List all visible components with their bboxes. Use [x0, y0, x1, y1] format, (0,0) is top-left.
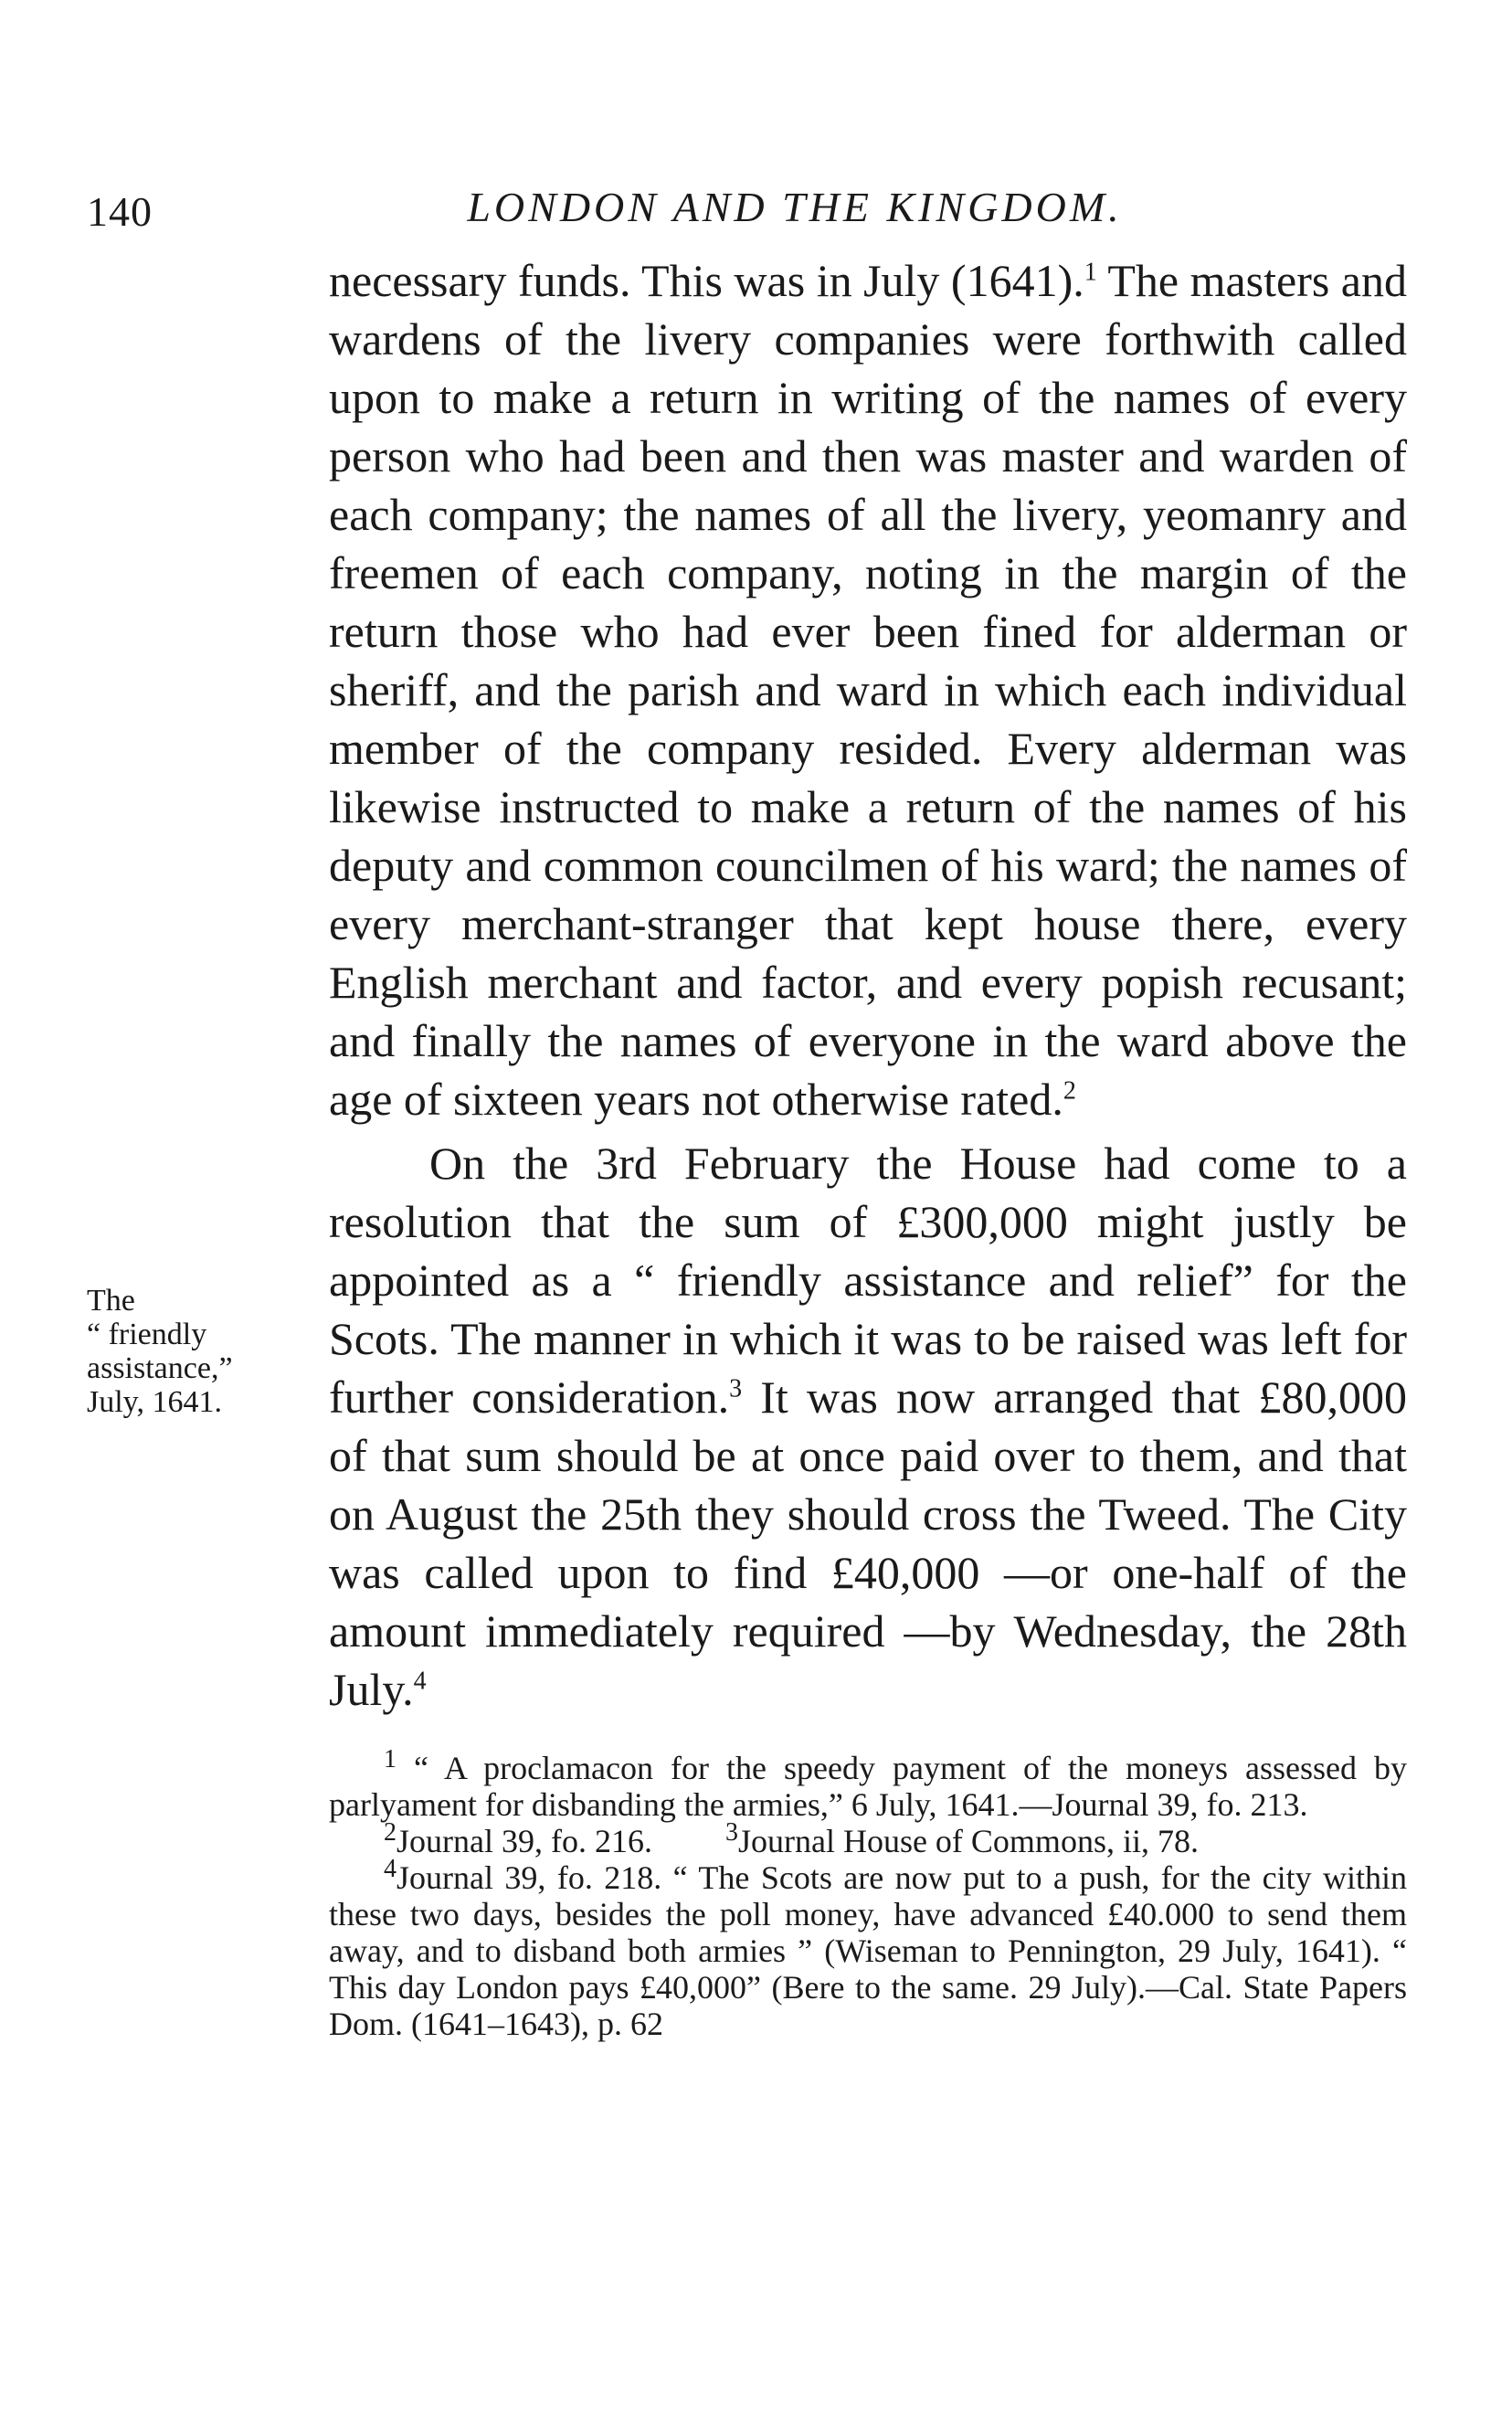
footnote-ref: 2 — [1063, 1076, 1076, 1106]
footnote-ref: 4 — [413, 1667, 427, 1696]
body-text — [329, 251, 1407, 1719]
footnote-text: Journal House of Commons, ii, 78. — [737, 1823, 1199, 1859]
margin-note-line: July, 1641. — [87, 1385, 222, 1419]
footnote-mark: 4 — [384, 1855, 397, 1883]
footnote — [384, 1818, 652, 1859]
footnote — [329, 1855, 1407, 2042]
footnote-mark: 1 — [384, 1745, 397, 1773]
footnote-ref: 3 — [729, 1374, 743, 1403]
paragraph-text: The masters and wardens of the livery companies were forthwith called upon to make a return in writing of the names of every person who had been and then was master and warden of each company; the names of all the livery, yeomanry and freemen of each company, noting in the margin of the return those who had ever been fined for alderman or sheriff, and the parish and ward in which each individual member of the company resided. Every alderman was likewise instructed to make a return of the names of his deputy and common councilmen of his ward; the names of every merchant-stranger that kept house there, every English merchant and factor, and every popish recusant; and finally the names of everyone in the ward above the age of sixteen years not otherwise rated. — [329, 255, 1407, 1125]
paragraph-text: It was now arranged that £80,000 of that sum should be at once paid over to them, and that on August the 25th they should cross the Tweed. The City was called upon to find £40,000 —or one-half of the amount immediately required —by Wednesday, the 28th July. — [329, 1371, 1407, 1715]
page-number: 140 — [87, 188, 153, 235]
margin-note-line: “ friendly — [87, 1318, 207, 1351]
paragraph-text: On the 3rd February the House had come to a resolution that the sum of £300,000 might justly be appointed as a “ friendly assistance and relief” for the Scots. The manner in which it was to be raised was left for further consideration. — [329, 1138, 1407, 1423]
margin-note — [87, 1284, 283, 1419]
footnote-text: “ A proclamacon for the speedy payment of the moneys assessed by parlyament for disbanding the armies,” 6 July, 1641.—Journal 39, fo. 213. — [329, 1750, 1408, 1823]
paragraph — [329, 1134, 1407, 1719]
footnote-row — [329, 1818, 1407, 1859]
paragraph-text: necessary funds. This was in July (1641). — [329, 255, 1084, 306]
footnote — [329, 1745, 1408, 1823]
footnote-mark: 2 — [384, 1818, 397, 1847]
footnote — [724, 1818, 1199, 1859]
footnotes — [329, 1745, 1408, 2042]
footnote-text: Journal 39, fo. 216. — [397, 1823, 652, 1859]
margin-note-line: assistance,” — [87, 1351, 233, 1385]
paragraph — [329, 251, 1407, 1128]
footnote-mark: 3 — [724, 1818, 738, 1847]
footnote-text: Journal 39, fo. 218. “ The Scots are now put to a push, for the city within these two days, besides the poll money, have advanced £40.000 to send them away, and to disband both armies ” (Wiseman to Pennington, 29 July, 1641). “ This day London pays £40,000” (Bere to the same. 29 July).—Cal. State Papers Dom. (1641–1643), p. 62 — [329, 1859, 1407, 2042]
running-title: LONDON AND THE KINGDOM. — [467, 184, 1123, 230]
footnote-ref: 1 — [1084, 258, 1097, 287]
margin-note-line: The — [87, 1284, 135, 1318]
